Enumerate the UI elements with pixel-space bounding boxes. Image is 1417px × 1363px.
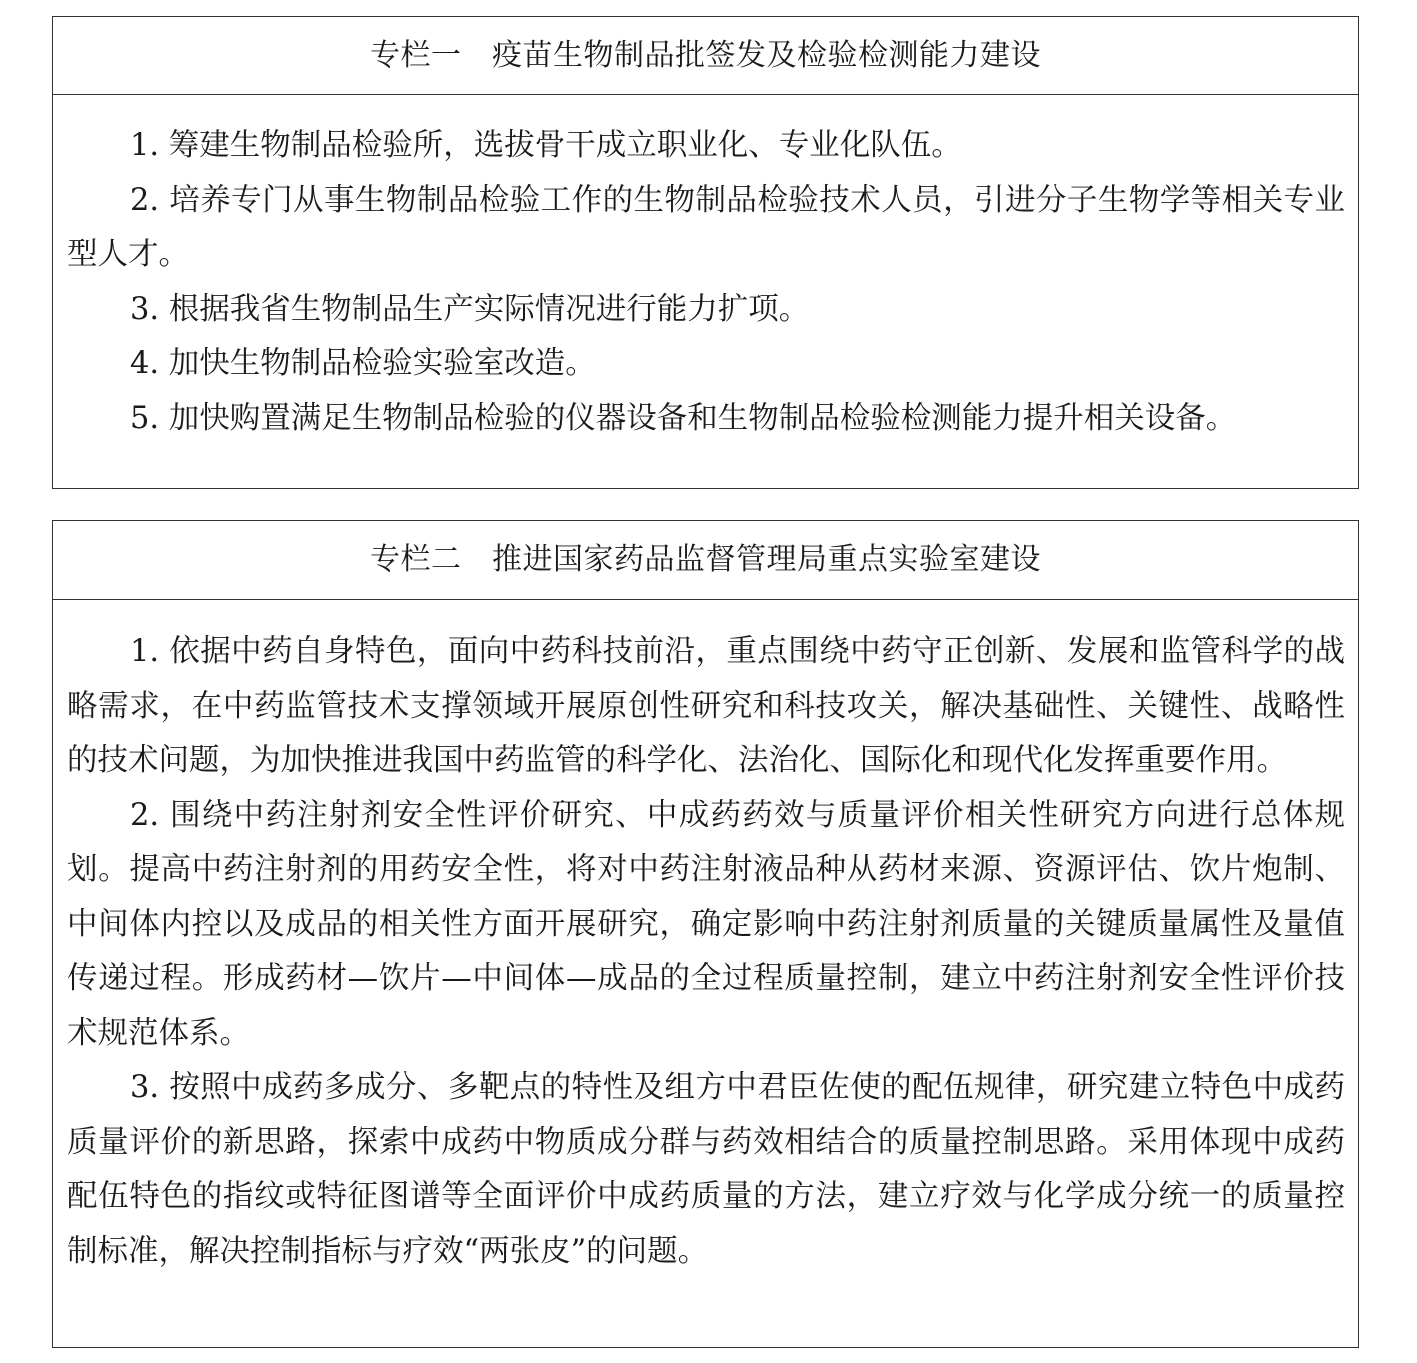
column-box-1-title: 专栏一 疫苗生物制品批签发及检验检测能力建设 [370,37,1041,73]
column-box-2-title: 专栏二 推进国家药品监督管理局重点实验室建设 [370,542,1041,577]
column-box-1-header [53,17,1358,95]
column-box-2-body [53,600,1358,1279]
column-box-1-body [53,95,1358,446]
column-box-2 [52,520,1359,1348]
column-box-1-item-5: 5. 加快购置满足生物制品检验的仪器设备和生物制品检验检测能力提升相关设备。 [130,400,1237,436]
column-box-1-item-2: 2. 培养专门从事生物制品检验工作的生物制品检验技术人员，引进分子生物学等相关专业型人才。 [67,182,1345,272]
column-box-2-header [53,521,1358,600]
column-box-1-item-1: 1. 筹建生物制品检验所，选拔骨干成立职业化、专业化队伍。 [130,128,962,163]
column-box-2-item-1: 1. 依据中药自身特色，面向中药科技前沿，重点围绕中药守正创新、发展和监管科学的战略需求，在中药监管技术支撑领域开展原创性研究和科技攻关，解决基础性、关键性、战略性的技术问题，为加快推进我国中药监管的科学化、法治化、国际化和现代化发挥重要作用。 [67,634,1345,778]
column-box-1-item-4: 4. 加快生物制品检验实验室改造。 [130,346,596,381]
column-box-2-item-2: 2. 围绕中药注射剂安全性评价研究、中成药药效与质量评价相关性研究方向进行总体规划。提高中药注射剂的用药安全性，将对中药注射液品种从药材来源、资源评估、饮片炮制、中间体内控以及成品的相关性方面开展研究，确定影响中药注射剂质量的关键质量属性及量值传递过程。形成药材—饮片—中间体—成品的全过程质量控制，建立中药注射剂安全性评价技术规范体系。 [67,797,1345,1051]
column-box-1-item-3: 3. 根据我省生物制品生产实际情况进行能力扩项。 [130,291,810,327]
column-box-1 [52,16,1359,489]
column-box-2-item-3: 3. 按照中成药多成分、多靶点的特性及组方中君臣佐使的配伍规律，研究建立特色中成药质量评价的新思路，探索中成药中物质成分群与药效相结合的质量控制思路。采用体现中成药配伍特色的指纹或特征图谱等全面评价中成药质量的方法，建立疗效与化学成分统一的质量控制标准，解决控制指标与疗效“两张皮”的问题。 [67,1070,1345,1269]
